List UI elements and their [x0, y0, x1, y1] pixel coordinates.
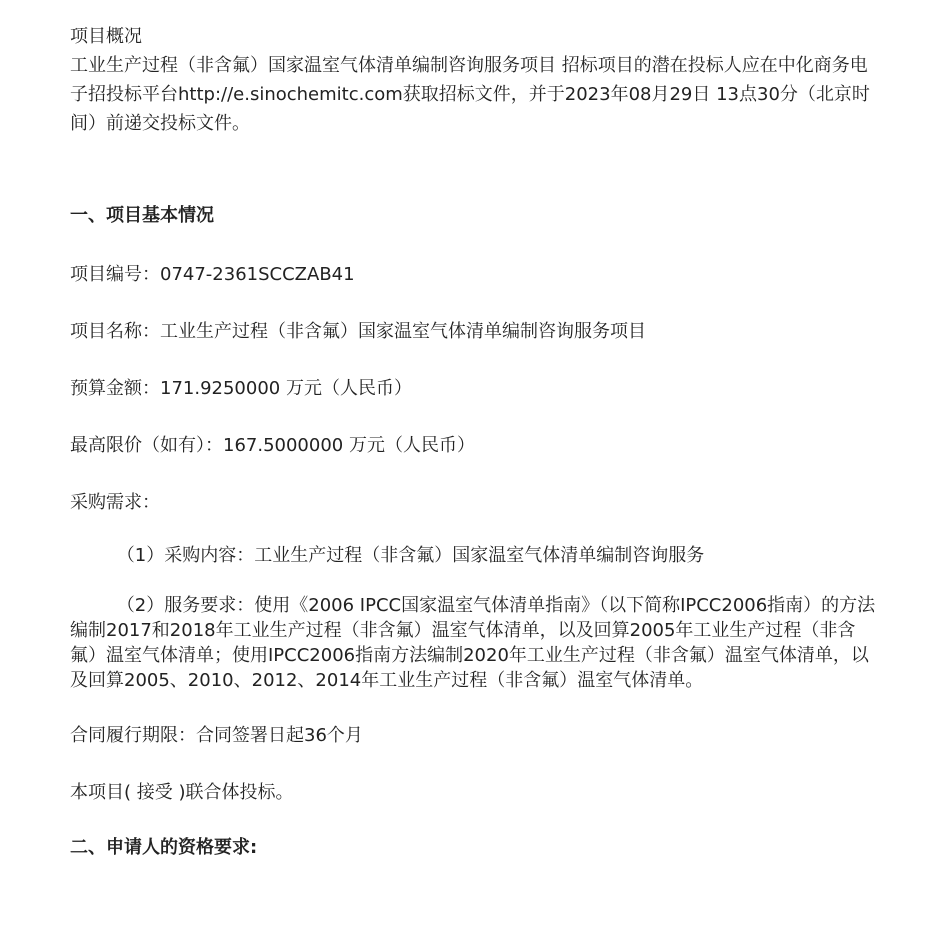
- section-heading-basic-info: 一、项目基本情况: [70, 205, 214, 226]
- max-price: 最高限价（如有）：167.5000000 万元（人民币）: [70, 435, 475, 456]
- project-number: 项目编号：0747-2361SCCZAB41: [70, 264, 355, 285]
- contract-period: 合同履行期限：合同签署日起36个月: [70, 725, 363, 746]
- budget-amount: 预算金额：171.9250000 万元（人民币）: [70, 378, 412, 399]
- procurement-content: （1）采购内容：工业生产过程（非含氟）国家温室气体清单编制咨询服务: [116, 545, 705, 566]
- consortium-bidding: 本项目( 接受 )联合体投标。: [70, 782, 294, 803]
- service-requirements: （2）服务要求：使用《2006 IPCC国家温室气体清单指南》（以下简称IPCC2006指南）的方法编制2017和2018年工业生产过程（非含氟）温室气体清单，以及回算2005年工业生产过程（非含氟）温室气体清单；使用IPCC2006指南方法编制2020年工业生产过程（非含氟）温室气体清单，以及回算2005、2010、2012、2014年工业生产过程（非含氟）温室气体清单。: [70, 595, 876, 691]
- project-name: 项目名称：工业生产过程（非含氟）国家温室气体清单编制咨询服务项目: [70, 321, 646, 342]
- section-heading-qualifications: 二、申请人的资格要求:: [70, 837, 258, 858]
- overview-title: 项目概况: [70, 26, 142, 47]
- overview-text: 工业生产过程（非含氟）国家温室气体清单编制咨询服务项目 招标项目的潜在投标人应在中化商务电子招投标平台http://e.sinochemitc.com获取招标文件，并于2023年08月29日 13点30分（北京时间）前递交投标文件。: [70, 55, 870, 134]
- procurement-demand-label: 采购需求：: [70, 492, 160, 513]
